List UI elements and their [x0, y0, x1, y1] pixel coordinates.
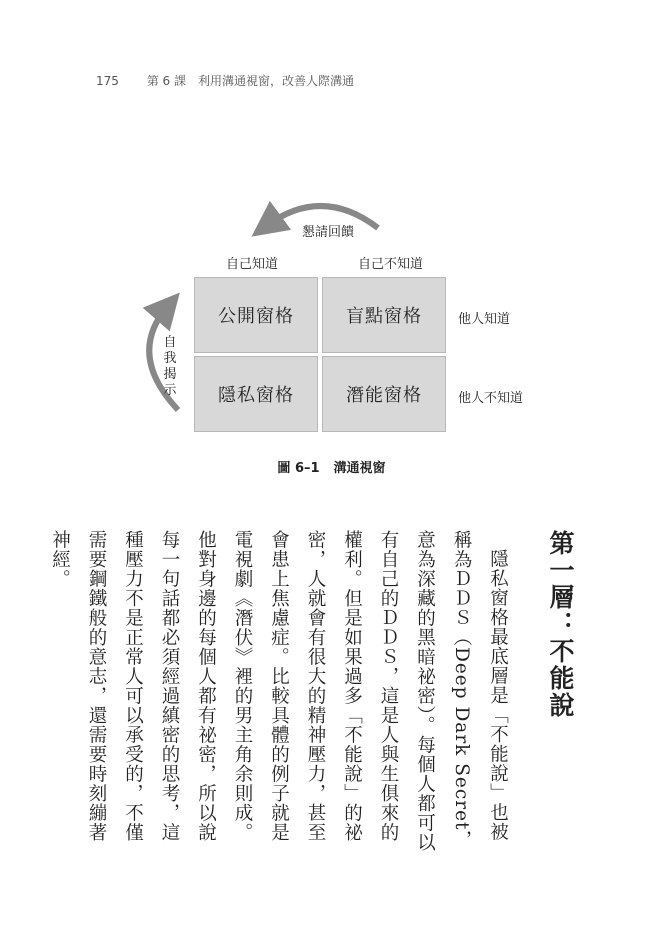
feedback-label: 懇請回饋	[302, 225, 355, 240]
section-title: 第一層：不能說	[546, 530, 575, 719]
page-number: 175	[96, 74, 119, 88]
figure-number: 圖 6–1	[277, 461, 320, 476]
chapter-title: 第 6 課 利用溝通視窗，改善人際溝通	[146, 74, 354, 88]
row-header-others-known: 他人知道	[458, 312, 511, 327]
row-header-others-unknown: 他人不知道	[458, 391, 524, 406]
figure-title: 溝通視窗	[333, 461, 386, 476]
figure-caption	[0, 457, 663, 476]
body-paragraph: 隱私窗格最底層是「不能說」也被稱為ＤＤＳ（Deep Dark Secret，意為深藏的黑暗祕密）。每個人都可以有自己的ＤＤＳ，這是人與生俱來的權利。但是如果過多「不能說」的祕密，人就會有很大的精神壓力，甚至會患上焦慮症。比較具體的例子就是電視劇《潛伏》裡的男主角余則成。他對身邊的每個人都有祕密，所以說每一句話都必須經過縝密的思考，這種壓力不是正常人可以承受的，不僅需要鋼鐵般的意志，還需要時刻繃著神經。	[49, 530, 509, 853]
vertical-text-block	[49, 530, 578, 860]
col-header-self-known: 自己知道	[226, 257, 279, 272]
quadrant-hidden: 隱私窗格	[194, 356, 318, 432]
quadrant-unknown: 潛能窗格	[322, 356, 446, 432]
col-header-self-unknown: 自己不知道	[358, 257, 424, 272]
quadrant-blind: 盲點窗格	[322, 277, 446, 353]
quadrant-open: 公開窗格	[194, 277, 318, 353]
self-disclosure-label: 自我揭示	[163, 335, 177, 398]
